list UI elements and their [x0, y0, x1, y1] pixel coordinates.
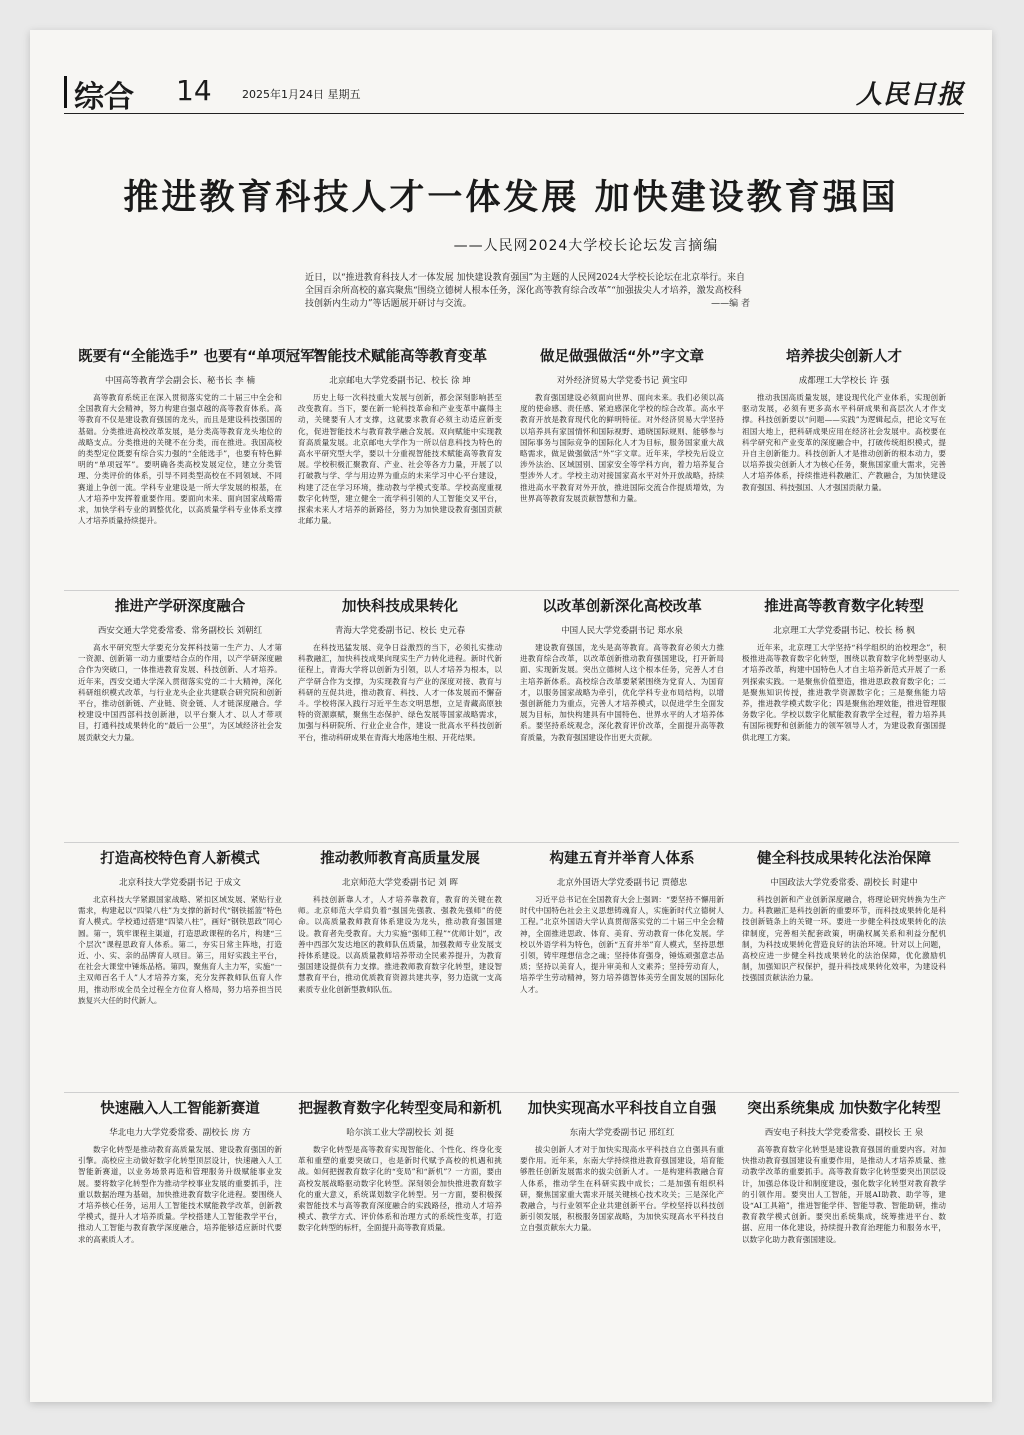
- article-title: 做足做强做活“外”字文章: [539, 349, 705, 365]
- page-subhead: ——人民网2024大学校长论坛发言摘编: [453, 238, 719, 254]
- article-byline: 北京外国语大学党委副书记 贾德忠: [556, 878, 688, 888]
- page-number: 14: [176, 74, 212, 107]
- article-byline: 中国人民大学党委副书记 郑水泉: [561, 626, 683, 636]
- article: [78, 848, 282, 1086]
- article-body: 高等教育系统正在深入贯彻落实党的二十届三中全会和全国教育大会精神，努力构建自强卓越的高等教育体系。高等教育不仅是建设教育强国的龙头，而且是建设科技强国的基础。分类推进高校改革发展，是分类高等教育龙头地位的战略支点。分类推进的关键不在分类，而在推进。我国高校的类型定位既要有综合实力强的“全能选手”，也要有特色鲜明的“单项冠军”。要明确各类高校发展定位，建立分类管理、分类评价的体系，引导不同类型高校在不同领域、不同赛道上争创一流。学科专业建设是一所大学发展的根基，在人才培养中发挥着重要作用。要面向未来、面向国家战略需求，加快学科专业的调整优化，以高质量学科专业体系支撑人才培养质量持续提升。: [78, 393, 282, 526]
- row-divider: [64, 590, 959, 591]
- article: [298, 1098, 502, 1390]
- article-title: 构建五育并举育人体系: [549, 851, 695, 867]
- article-body: 数字化转型是推动教育高质量发展、建设教育强国的新引擎。高校应主动做好数字化转型顶层设计，快速融入人工智能新赛道，以业务场景再造和管理服务升级赋能事业发展。要将数字化转型作为推动学校事业发展的重要抓手，注重以数据治理为基础，加快推进教育数字化进程。要围绕人才培养核心任务，运用人工智能技术赋能教学改革，创新教学模式，提升人才培养质量。学校搭建人工智能教学平台，推动人工智能与教育教学深度融合，培养能够适应新时代要求的高素质人才。: [78, 1145, 282, 1244]
- article-body: 在科技迅猛发展、竞争日益激烈的当下，必须扎实推动科教融汇，加快科技成果向现实生产力转化进程。新时代新征程上，青海大学将以创新为引领，以人才培养为根本，以产学研合作为支撑，为实现教育与产业的深度对接、教育与科研的互促共进，推动教育、科技、人才一体发展而不懈奋斗。学校将深入践行习近平生态文明思想，立足青藏高原独特的资源禀赋，聚焦生态保护、绿色发展等国家战略需求，加强与科研院所、行业企业合作，建设一批高水平科技创新平台，推动科研成果在青海大地落地生根、开花结果。: [298, 643, 502, 742]
- article-title: 既要有“全能选手” 也要有“单项冠军”: [78, 349, 325, 365]
- article-title: 以改革创新深化高校改革: [542, 599, 702, 615]
- article: [520, 848, 724, 1086]
- article: [298, 596, 502, 836]
- article-title: 把握教育数字化转型变局和新机: [298, 1101, 502, 1117]
- article-byline: 对外经济贸易大学党委书记 黄宝印: [556, 376, 688, 386]
- article-title: 智能技术赋能高等教育变革: [313, 349, 487, 365]
- article-byline: 中国高等教育学会副会长、秘书长 李 楠: [105, 376, 255, 386]
- article-byline: 成都理工大学校长 许 强: [798, 376, 890, 386]
- article-title: 推动教师教育高质量发展: [320, 851, 480, 867]
- article-body: 推动我国高质量发展，建设现代化产业体系，实现创新驱动发展，必须有更多高水平科研成果和高层次人才作支撑。科技创新要以“问题——实践”为逻辑起点，把论文写在祖国大地上，把科研成果应用在经济社会发展中。高校要在科学研究和产业变革的深度融合中，打破传统组织模式，提升自主创新能力。科技创新人才是推动创新的根本动力，要以培养拔尖创新人才为核心任务，聚焦国家重大需求，完善人才培养体系，持续推进科教融汇、产教融合，为加快建设教育强国、科技强国、人才强国贡献力量。: [742, 393, 946, 492]
- article-byline: 西安电子科技大学党委常委、副校长 王 泉: [764, 1128, 924, 1138]
- article-byline: 北京师范大学党委副书记 刘 晖: [342, 878, 458, 888]
- article-byline: 北京科技大学党委副书记 于成文: [119, 878, 241, 888]
- article: [520, 346, 724, 586]
- article-body: 教育强国建设必须面向世界、面向未来。我们必须以高度的使命感、责任感、紧迫感深化学校的综合改革。高水平教育开放是教育现代化的鲜明特征。对外经济贸易大学坚持以培养具有家国情怀和国际视野、通晓国际规则、能够参与国际事务与国际竞争的国际化人才为目标，服务国家重大战略需求，做足做强做活“外”字文章。近年来，学校先后设立涉外法治、区域国别、国家安全等学科方向，着力培养复合型涉外人才。学校主动对接国家高水平对外开放战略，持续推进高水平教育对外开放，推进国际交流合作提质增效，为世界高等教育发展贡献智慧和力量。: [520, 393, 724, 503]
- article-byline: 东南大学党委副书记 邢红红: [569, 1128, 675, 1138]
- article-byline: 北京理工大学党委副书记、校长 杨 枫: [773, 626, 915, 636]
- article: [298, 346, 502, 586]
- article-title: 推进高等教育数字化转型: [764, 599, 924, 615]
- article: [742, 848, 946, 1086]
- article-byline: 哈尔滨工业大学副校长 刘 挺: [346, 1128, 454, 1138]
- article-byline: 青海大学党委副书记、校长 史元春: [334, 626, 466, 636]
- article-body: 拔尖创新人才对于加快实现高水平科技自立自强具有重要作用。近年来，东南大学持续推进教育强国建设，培育能够胜任创新发展需求的拔尖创新人才。一是构建科教融合育人体系，推动学生在科研实践中成长；二是加强有组织科研，聚焦国家重大需求开展关键核心技术攻关；三是深化产教融合，与行业领军企业共建创新平台。学校坚持以科技创新引领发展，积极服务国家战略，为加快实现高水平科技自立自强贡献东大力量。: [520, 1145, 724, 1233]
- article-title: 打造高校特色育人新模式: [100, 851, 260, 867]
- issue-date: 2025年1月24日 星期五: [242, 88, 361, 101]
- editor-note: [305, 272, 750, 311]
- row-divider: [64, 1092, 959, 1093]
- article-title: 快速融入人工智能新赛道: [100, 1101, 260, 1117]
- article: [742, 596, 946, 836]
- article-body: 高等教育数字化转型是建设教育强国的重要内容。对加快推动教育强国建设有重要作用，是推动人才培养质量、推动教学改革的重要抓手。高等教育数字化转型要突出顶层设计，加强总体设计和制度建设，强化数字化转型对教育教学的引领作用。要突出人工智能，开展AI助教、助学等，建设“AI工具箱”，推进智能学伴、智能导教、智能助研，推动教育教学模式创新。要突出系统集成，统筹推进平台、数据、应用一体化建设，持续提升教育治理能力和服务水平，以数字化助力教育强国建设。: [742, 1145, 946, 1244]
- article-byline: 北京邮电大学党委副书记、校长 徐 坤: [329, 376, 471, 386]
- section-name: 综合: [74, 80, 134, 115]
- article-title: 推进产学研深度融合: [114, 599, 246, 615]
- article-title: 加快科技成果转化: [342, 599, 458, 615]
- article-body: 近年来，北京理工大学坚持“科学组织的治校理念”，积极推进高等教育数字化转型，围绕以教育数字化转型驱动人才培养改革，构建中国特色人才自主培养新范式开展了一系列探索实践。一是聚焦价值塑造，推进思政教育数字化；二是聚焦知识传授，推进教学资源数字化；三是聚焦能力培养，推进教学模式数字化；四是聚焦治理效能，推进管理服务数字化。学校以数字化赋能教育教学全过程，着力培养具有国际视野和创新能力的领军领导人才，为建设教育强国提供北理工方案。: [742, 643, 946, 742]
- article-body: 高水平研究型大学要充分发挥科技第一生产力、人才第一资源、创新第一动力重要结合点的作用，以产学研深度融合作为突破口，一体推进教育发展、科技创新、人才培养。近年来，西安交通大学深入贯彻落实党的二十大精神，深化科研组织模式改革，与行业龙头企业共建联合研究院和创新平台，推动创新链、产业链、资金链、人才链深度融合。学校建设中国西部科技创新港，以平台聚人才、以人才带项目，打通科技成果转化的“最后一公里”，为区域经济社会发展贡献交大力量。: [78, 643, 282, 742]
- article: [298, 848, 502, 1086]
- article: [78, 1098, 282, 1390]
- masthead: [64, 70, 964, 114]
- editor-note-text: 近日，以“推进教育科技人才一体发展 加快建设教育强国”为主题的人民网2024大学校长论坛在北京举行。来自全国百余所高校的嘉宾聚焦“围绕立德树人根本任务，深化高等教育综合改革”“加强拔尖人才培养，激发高校科技创新内生动力”等话题展开研讨与交流。: [305, 273, 745, 309]
- page-headline: 推进教育科技人才一体发展 加快建设教育强国: [123, 178, 899, 218]
- editor-note-sign: ——编 者: [711, 299, 750, 309]
- newspaper-logo: 人民日报: [855, 80, 964, 110]
- article-body: 北京科技大学紧跟国家战略、紧扣区域发展、紧贴行业需求，构建起以“四梁八柱”为支撑的新时代“钢铁摇篮”特色育人模式。学校通过搭建“四梁八柱”，画好“钢铁思政”同心圆。第一，筑牢课程主渠道，打造思政课程的名片，构建“三个层次”课程思政育人体系。第二，夯实日常主阵地，打造近、小、实、亲的品牌育人项目。第三，用好实践主平台，在社会大课堂中锤炼品格。第四，聚焦育人主力军，实施“一主双师百名千人”人才培养方案，充分发挥教师队伍育人作用，推动形成全员全过程全方位育人格局，努力培养担当民族复兴大任的时代新人。: [78, 895, 282, 1005]
- article: [78, 346, 325, 586]
- article-body: 习近平总书记在全国教育大会上强调：“要坚持不懈用新时代中国特色社会主义思想铸魂育人，实施新时代立德树人工程。”北京外国语大学认真贯彻落实党的二十届三中全会精神，全面推进思政、体育、美育、劳动教育一体化发展。学校以外语学科为特色，创新“五育并举”育人模式，坚持思想引领，铸牢理想信念之魂；坚持体育强身，锤炼顽强意志品质；坚持以美育人，提升审美和人文素养；坚持劳动育人，培养学生劳动精神，努力培养德智体美劳全面发展的国际化人才。: [520, 895, 724, 994]
- article: [742, 1098, 946, 1390]
- article: [78, 596, 282, 836]
- article: [520, 596, 724, 836]
- article-title: 加快实现高水平科技自立自强: [527, 1101, 717, 1117]
- article-body: 科技创新靠人才，人才培养靠教育，教育的关键在教师。北京师范大学肩负着“强国先强教、强教先强师”的使命。以高质量教师教育体系建设为龙头，推动教育强国建设。教育者先受教育。大力实施“强师工程”“优师计划”，改善中西部欠发达地区的教师队伍质量，加强教师专业发展支持体系建设。以高质量教师培养带动全民素养提升，为教育强国建设提供有力支撑。推进教师教育数字化转型，建设智慧教育平台，推动优质教育资源共建共享，努力造就一支高素质专业化创新型教师队伍。: [298, 895, 502, 994]
- article-byline: 华北电力大学党委常委、副校长 房 方: [109, 1128, 251, 1138]
- article: [520, 1098, 724, 1390]
- article-body: 数字化转型是高等教育实现智能化、个性化、终身化变革和重塑的重要突破口，也是新时代赋予高校的机遇和挑战。如何把握教育数字化的“变局”和“新机”？一方面，要由高校发展战略驱动数字化转型。深刻领会加快推进教育数字化的重大意义，系统谋划数字化转型。另一方面，要积极探索智能技术与高等教育深度融合的实践路径，推动人才培养模式、教学方式、评价体系和治理方式的系统性变革，打造数字化转型的标杆，全面提升高等教育质量。: [298, 1145, 502, 1233]
- article-body: 建设教育强国，龙头是高等教育。高等教育必须大力推进教育综合改革，以改革创新推动教育强国建设，打开新局面、实现新发展。突出立德树人这个根本任务，完善人才自主培养新体系。高校综合改革要紧紧围绕为党育人、为国育才，以服务国家战略为牵引，优化学科专业布局结构，以增强创新能力为重点，完善人才培养模式，以促进学生全面发展为目标，加快构建具有中国特色、世界水平的人才培养体系。要坚持系统观念，深化教育评价改革，全面提升高等教育质量，为教育强国建设作出更大贡献。: [520, 643, 724, 742]
- article: [742, 346, 946, 586]
- newspaper-page: [30, 30, 992, 1402]
- article-byline: 西安交通大学党委常委、常务副校长 刘朝红: [97, 626, 263, 636]
- article-byline: 中国政法大学党委常委、副校长 时建中: [770, 878, 918, 888]
- article-body: 历史上每一次科技重大发展与创新，都会深刻影响甚至改变教育。当下，要在新一轮科技革命和产业变革中赢得主动，关键要有人才支撑，这就要求教育必须主动适应新变化，促进智能技术与教育教学融合发展。双向赋能中实现教育高质量发展。北京邮电大学作为一所以信息科技为特色的高水平研究型大学，要以十分重视智能技术赋能高等教育发展。学校积极汇聚教育、产业、社会等各方力量，开展了以打破教与学、学与用边界为重点的未来学习中心平台建设，构建了泛在学习环境，推动教与学模式变革。学校高度重视数字化转型，建立健全一流学科引领的人工智能交叉平台，探索未来人才培养的新路径，努力为加快建设教育强国贡献北邮力量。: [298, 393, 502, 526]
- row-divider: [64, 842, 959, 843]
- article-body: 科技创新和产业创新深度融合，将理论研究转换为生产力。科教融汇是科技创新的重要环节，而科技成果转化是科技创新链条上的关键一环。要进一步健全科技成果转化的法律制度，完善相关配套政策，明确权属关系和利益分配机制，为科技成果转化营造良好的法治环境。针对以上问题，高校应进一步健全科技成果转化的法治保障，优化激励机制，加强知识产权保护，提升科技成果转化效率，为建设科技强国贡献法治力量。: [742, 895, 946, 983]
- article-title: 突出系统集成 加快数字化转型: [747, 1101, 941, 1117]
- article-title: 培养拔尖创新人才: [786, 349, 902, 365]
- article-title: 健全科技成果转化法治保障: [757, 851, 931, 867]
